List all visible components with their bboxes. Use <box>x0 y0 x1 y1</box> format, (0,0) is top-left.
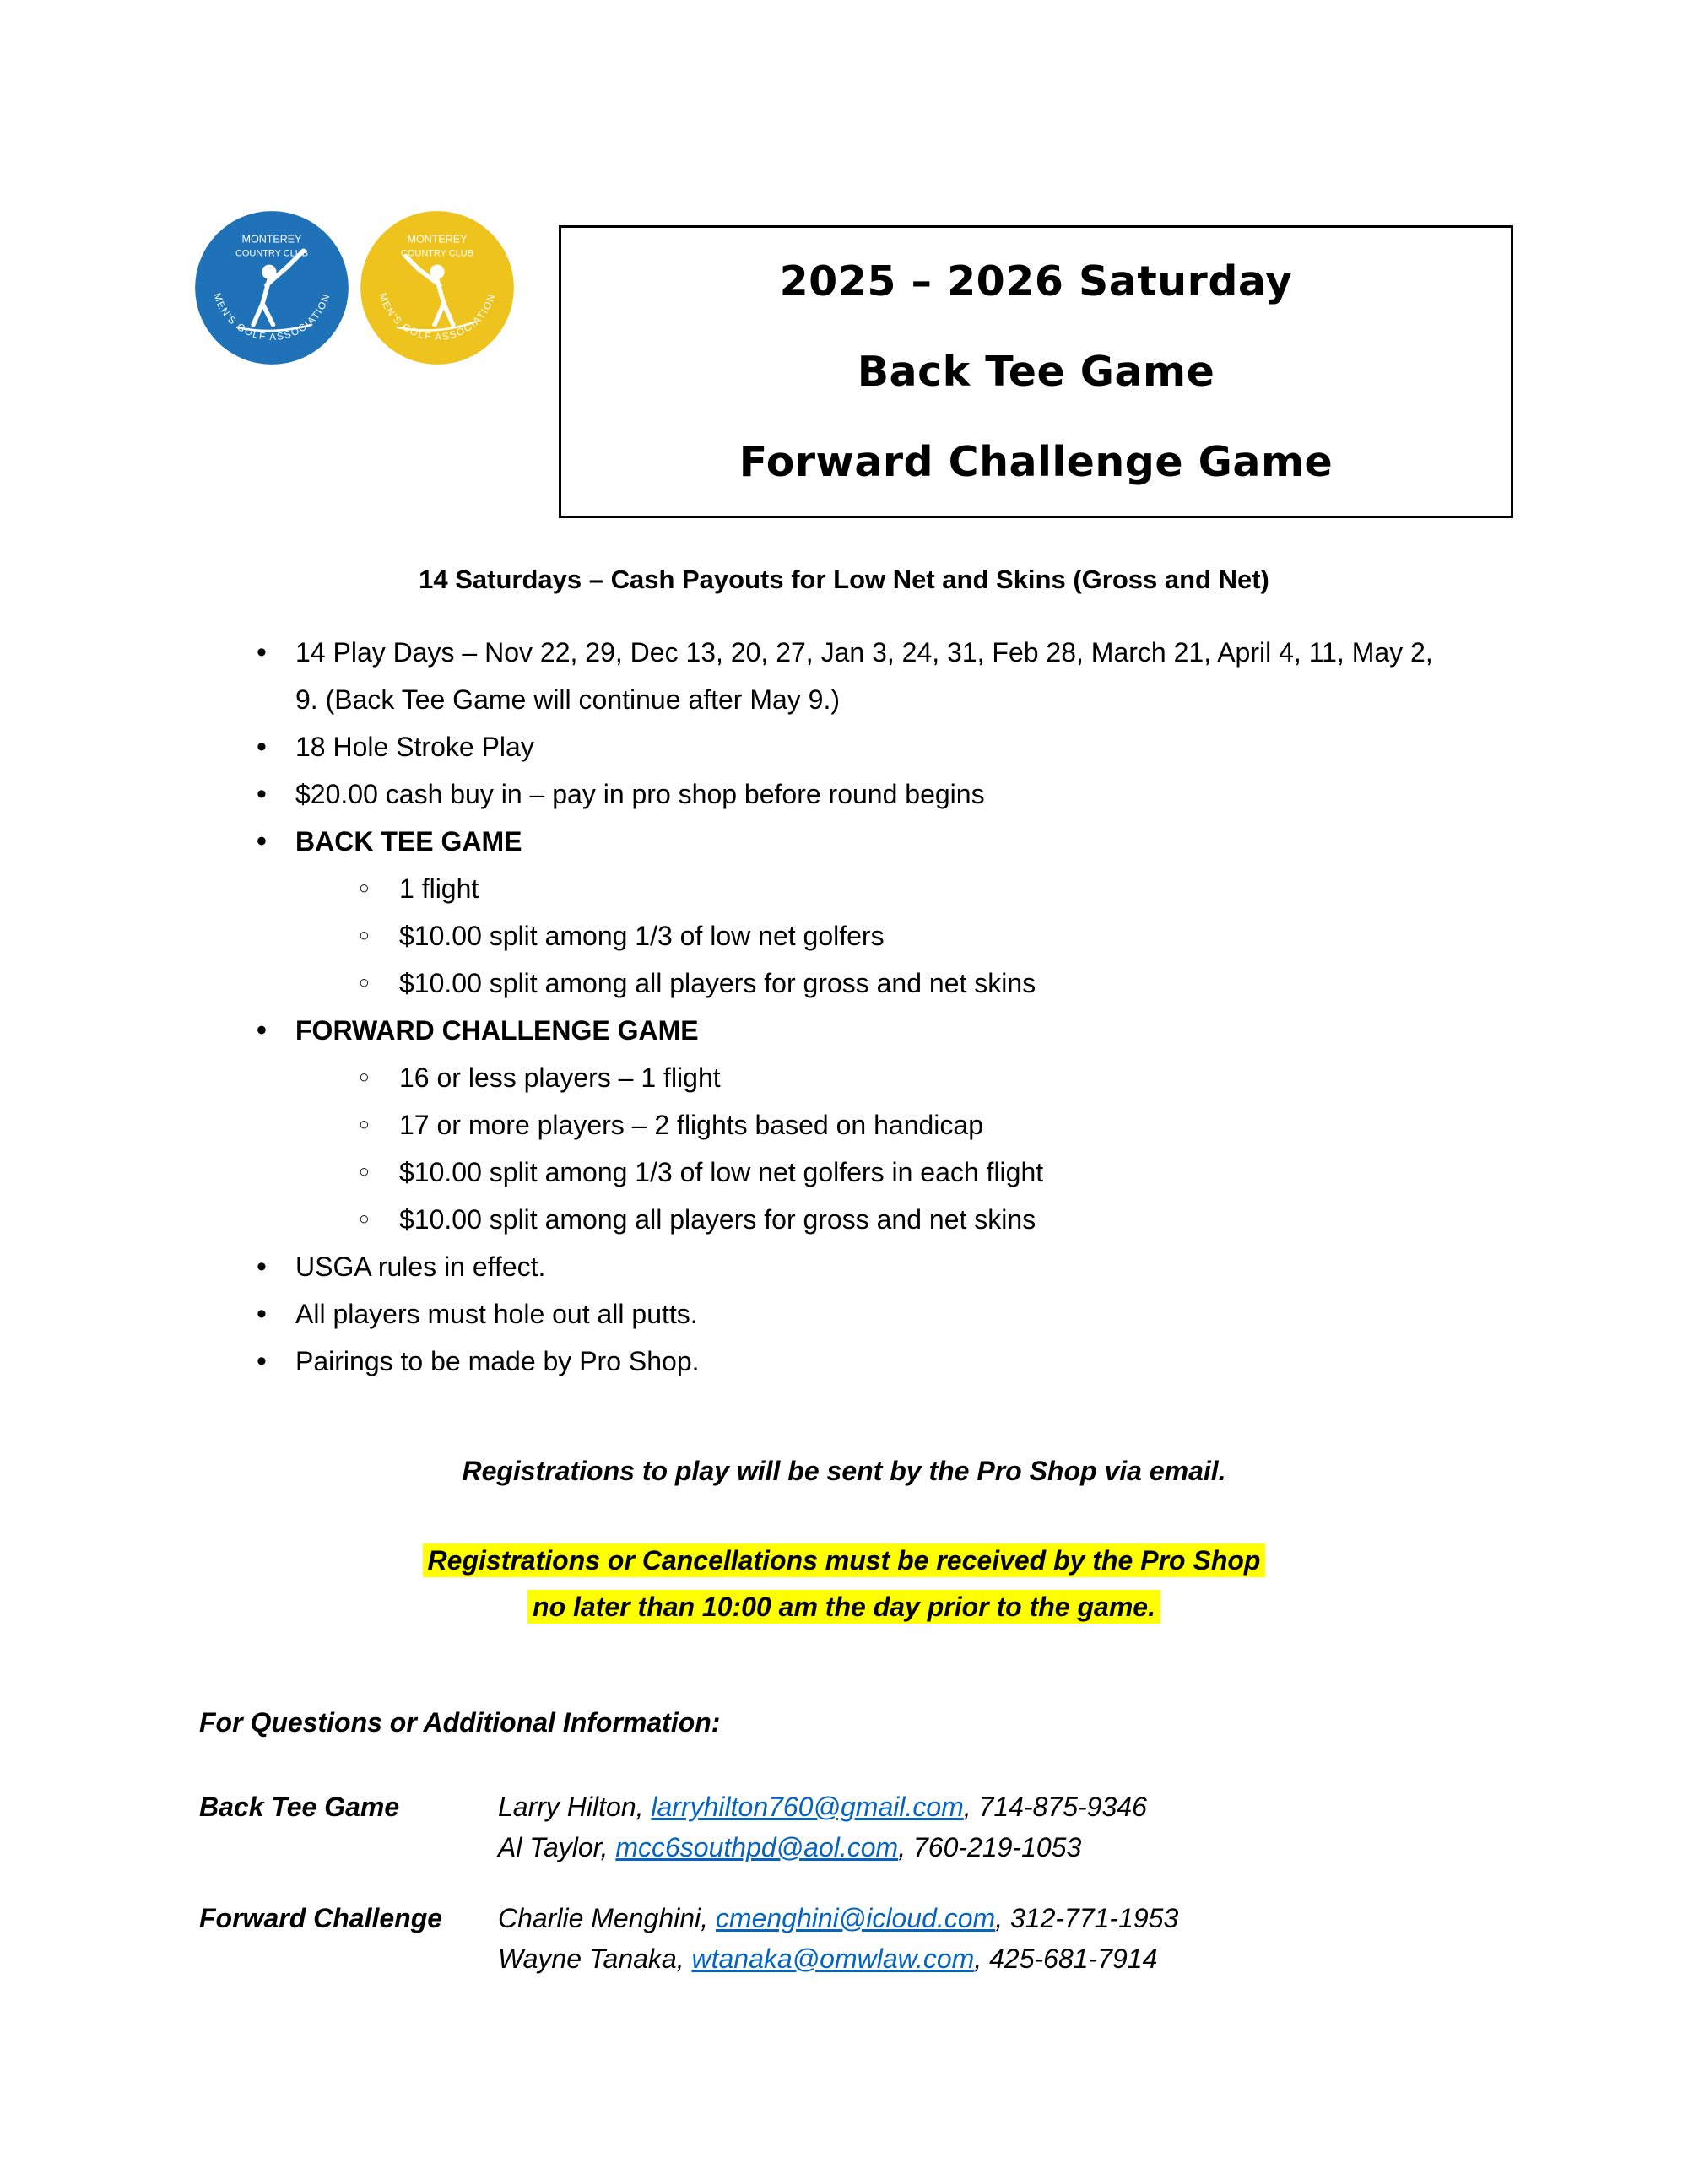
highlight-line <box>0 1587 1688 1633</box>
contact-group-forward-challenge <box>199 1898 1519 1979</box>
logo-association-name: MEN'S GOLF ASSOCIATION <box>211 291 333 343</box>
contact-label: Forward Challenge <box>199 1903 443 1933</box>
list-item: ○ $10.00 split among 1/3 of low net golfers in each flight <box>359 1149 1447 1196</box>
email-link[interactable]: larryhilton760@gmail.com <box>651 1792 964 1822</box>
logo-group <box>192 208 517 367</box>
bullet-list <box>0 629 1688 1385</box>
list-item: ○ 1 flight <box>359 865 1447 912</box>
list-item: • $20.00 cash buy in – pay in pro shop before round begins <box>255 770 1447 818</box>
list-item: ○ $10.00 split among all players for gross and net skins <box>359 1196 1447 1243</box>
contact-lines <box>498 1898 1519 1979</box>
list-item: • 18 Hole Stroke Play <box>255 723 1447 770</box>
questions-heading: For Questions or Additional Information: <box>199 1707 721 1738</box>
title-box <box>559 225 1513 518</box>
contact-phone: , 425-681-7914 <box>974 1943 1158 1974</box>
mcc-logo-gold <box>358 208 517 367</box>
contact-name: Al Taylor, <box>498 1832 616 1862</box>
list-item: ○ 16 or less players – 1 flight <box>359 1054 1447 1101</box>
header <box>0 0 1688 518</box>
list-item: • FORWARD CHALLENGE GAME <box>255 1007 1447 1054</box>
list-item: ○ $10.00 split among 1/3 of low net golfers <box>359 912 1447 960</box>
contact-name: Larry Hilton, <box>498 1792 652 1822</box>
contact-phone: , 714-875-9346 <box>963 1792 1147 1822</box>
contact-line <box>498 1787 1519 1827</box>
contact-line <box>498 1827 1519 1868</box>
contact-group-back-tee <box>199 1787 1519 1868</box>
contact-label: Back Tee Game <box>199 1792 400 1822</box>
contact-lines <box>498 1787 1519 1868</box>
highlight-line <box>0 1540 1688 1587</box>
logo-club-name-line2: COUNTRY CLUB <box>400 248 474 259</box>
email-link[interactable]: cmenghini@icloud.com <box>715 1903 996 1933</box>
list-item: • BACK TEE GAME <box>255 818 1447 865</box>
contact-phone: , 760-219-1053 <box>898 1832 1082 1862</box>
mcc-logo-blue <box>192 208 351 367</box>
contacts-section <box>199 1787 1519 1979</box>
list-item: • 14 Play Days – Nov 22, 29, Dec 13, 20, 27, Jan 3, 24, 31, Feb 28, March 21, April 4, 11, May 2, 9. (Back Tee Game will continue after May 9.) <box>255 629 1447 723</box>
logo-club-name-line1: MONTEREY <box>241 233 302 246</box>
title-line: Forward Challenge Game <box>738 438 1334 486</box>
highlight-text: no later than 10:00 am the day prior to the game. <box>528 1590 1160 1624</box>
contact-name: Charlie Menghini, <box>498 1903 716 1933</box>
list-item: • Pairings to be made by Pro Shop. <box>255 1338 1447 1385</box>
highlight-note <box>0 1540 1688 1633</box>
email-link[interactable]: mcc6southpd@aol.com <box>615 1832 899 1862</box>
email-link[interactable]: wtanaka@omwlaw.com <box>691 1943 975 1974</box>
contact-phone: , 312-771-1953 <box>995 1903 1179 1933</box>
logo-club-name-line1: MONTEREY <box>407 233 468 246</box>
title-line: Back Tee Game <box>857 348 1215 396</box>
contact-line <box>498 1938 1519 1979</box>
subtitle: 14 Saturdays – Cash Payouts for Low Net and Skins (Gross and Net) <box>419 565 1269 594</box>
title-line: 2025 – 2026 Saturday <box>779 257 1293 305</box>
registration-note: Registrations to play will be sent by the Pro Shop via email. <box>462 1456 1226 1486</box>
list-item: ○ 17 or more players – 2 flights based on handicap <box>359 1101 1447 1149</box>
logo-club-name-line2: COUNTRY CLUB <box>235 248 309 259</box>
logo-association-name: MEN'S GOLF ASSOCIATION <box>376 291 498 343</box>
list-item: • All players must hole out all putts. <box>255 1290 1447 1338</box>
list-item: ○ $10.00 split among all players for gross and net skins <box>359 960 1447 1007</box>
contact-line <box>498 1898 1519 1938</box>
contact-name: Wayne Tanaka, <box>498 1943 692 1974</box>
highlight-text: Registrations or Cancellations must be received by the Pro Shop <box>423 1543 1266 1577</box>
list-item: • USGA rules in effect. <box>255 1243 1447 1290</box>
